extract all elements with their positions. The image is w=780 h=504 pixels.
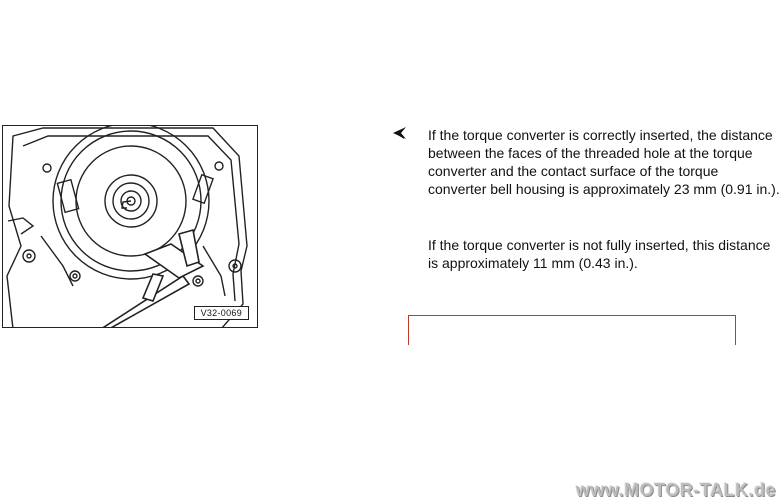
torque-converter-illustration [2,125,258,328]
figure-code-label: V32-0069 [194,306,249,320]
instruction-paragraph-2: If the torque converter is not fully inserted, this distance is approximately 11 mm (0.43 in.). [428,237,771,271]
arrow-marker-icon [392,126,408,140]
transmission-drawing [3,126,258,328]
measuring-tool [101,230,203,328]
watermark: www.MOTOR-TALK.de [575,480,776,500]
instruction-paragraph-1: If the torque converter is correctly inserted, the distance between the faces of the threaded hole at the torque converter and the contact surface of the torque converter bell housing is approximately 23 mm (0.91 in.). [428,127,780,197]
note-box [408,315,736,345]
